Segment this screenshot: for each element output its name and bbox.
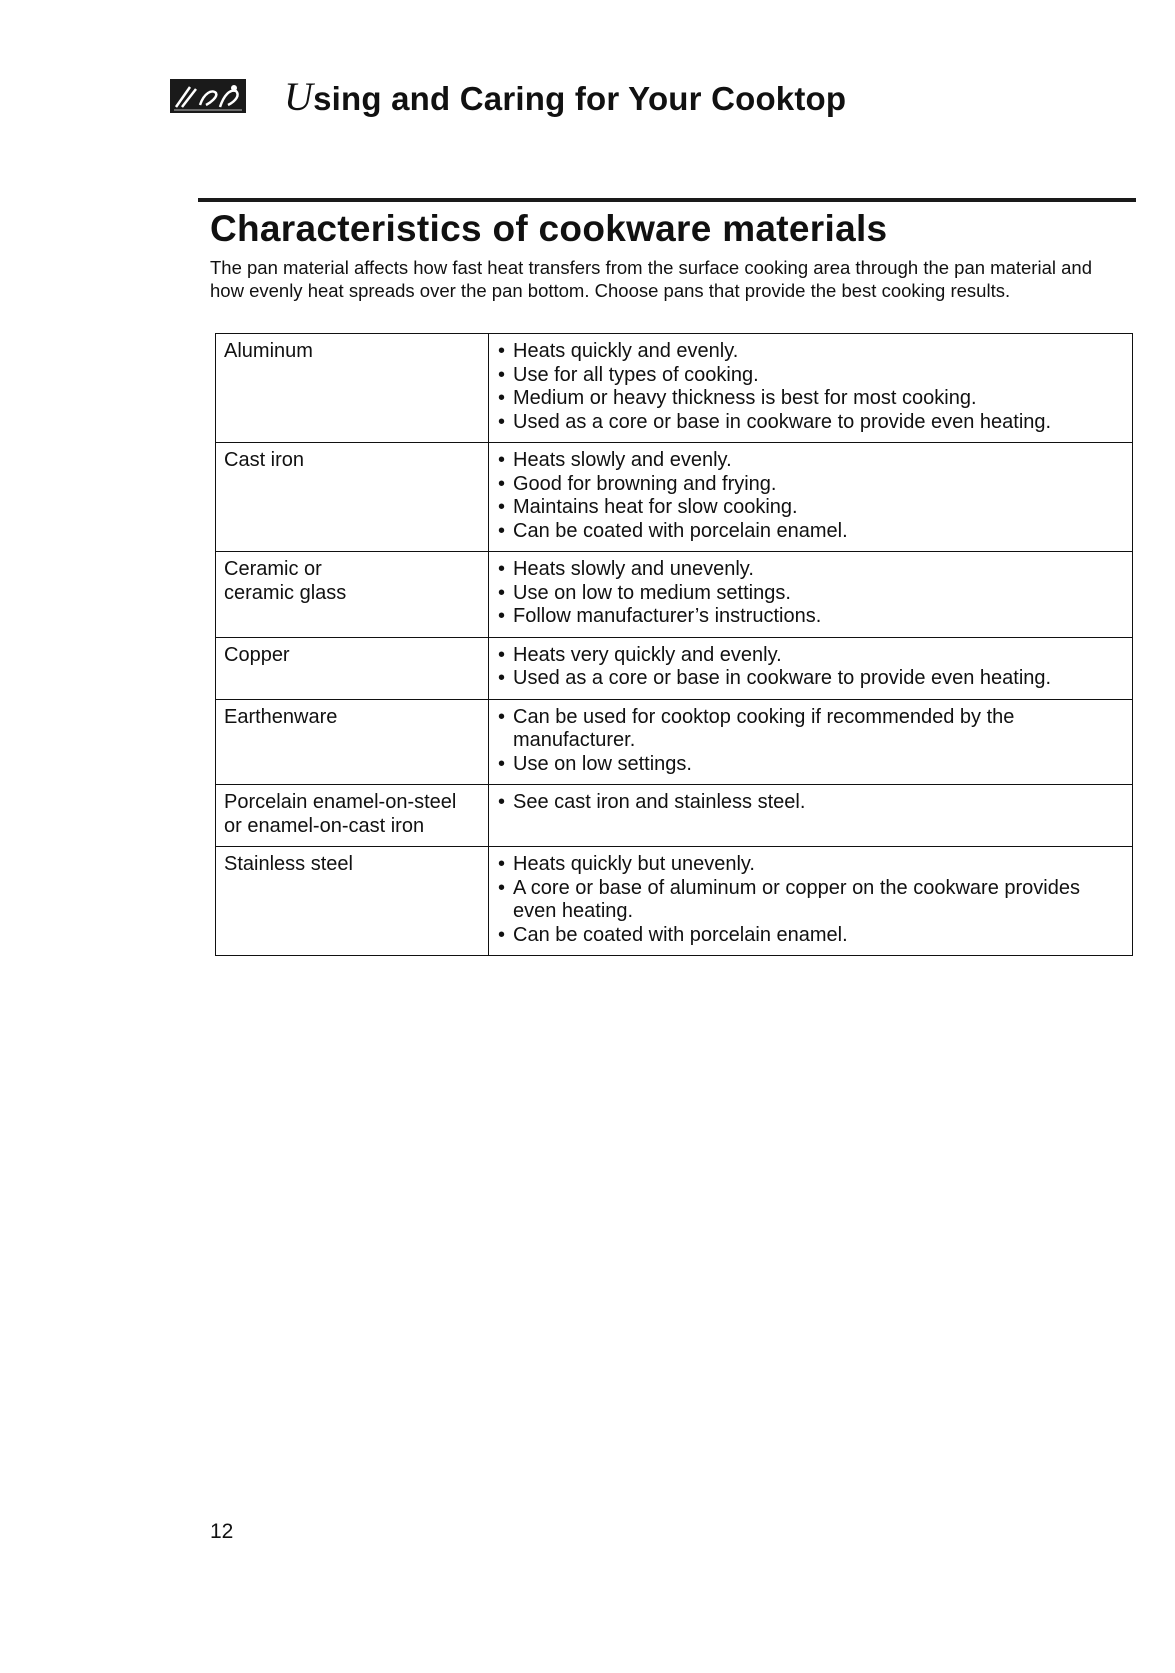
property-list <box>497 340 1124 434</box>
property-item: • Used as a core or base in cookware to provide even heating. <box>497 411 1124 435</box>
cooking-utensils-logo-icon <box>170 79 246 113</box>
material-name: Cast iron <box>216 443 489 552</box>
property-item: • Heats slowly and unevenly. <box>497 558 1124 582</box>
property-list <box>497 853 1124 947</box>
chapter-title <box>284 73 846 120</box>
property-item: • Heats slowly and evenly. <box>497 449 1124 473</box>
property-item: • Follow manufacturer’s instructions. <box>497 605 1124 629</box>
property-item: • A core or base of aluminum or copper on the cookware provides even heating. <box>497 877 1124 924</box>
property-list <box>497 706 1124 777</box>
material-name: Ceramic or ceramic glass <box>216 552 489 638</box>
material-name: Porcelain enamel-on-steel or enamel-on-cast iron <box>216 785 489 847</box>
property-item: • Can be coated with porcelain enamel. <box>497 520 1124 544</box>
material-properties <box>489 334 1133 443</box>
property-item: • Good for browning and frying. <box>497 473 1124 497</box>
table-row <box>216 847 1133 956</box>
chapter-title-initial: U <box>284 73 314 119</box>
property-item: • Heats quickly and evenly. <box>497 340 1124 364</box>
property-item: • Maintains heat for slow cooking. <box>497 496 1124 520</box>
material-properties <box>489 552 1133 638</box>
property-item: • Heats very quickly and evenly. <box>497 644 1124 668</box>
material-properties <box>489 699 1133 785</box>
table-row <box>216 552 1133 638</box>
property-item: • Can be coated with porcelain enamel. <box>497 924 1124 948</box>
section-intro: The pan material affects how fast heat transfers from the surface cooking area through the pan material and how evenly heat spreads over the pan bottom. Choose pans that provide the best cooking results. <box>210 257 1092 301</box>
material-properties <box>489 637 1133 699</box>
page-header <box>170 74 846 118</box>
property-item: • Used as a core or base in cookware to provide even heating. <box>497 667 1124 691</box>
table-row <box>216 785 1133 847</box>
chapter-title-text: sing and Caring for Your Cooktop <box>313 79 847 117</box>
material-name: Stainless steel <box>216 847 489 956</box>
cookware-materials-table <box>215 333 1133 956</box>
property-item: • Can be used for cooktop cooking if recommended by the manufacturer. <box>497 706 1124 753</box>
section-divider <box>198 198 1136 202</box>
material-name: Copper <box>216 637 489 699</box>
table-row <box>216 637 1133 699</box>
property-list <box>497 558 1124 629</box>
table-row <box>216 443 1133 552</box>
material-name: Aluminum <box>216 334 489 443</box>
table-row <box>216 334 1133 443</box>
section-title: Characteristics of cookware materials <box>210 208 888 249</box>
page-number: 12 <box>210 1520 234 1543</box>
property-item: • Heats quickly but unevenly. <box>497 853 1124 877</box>
material-properties <box>489 443 1133 552</box>
property-item: • Use on low settings. <box>497 753 1124 777</box>
property-list <box>497 644 1124 691</box>
table-row <box>216 699 1133 785</box>
property-list <box>497 791 1124 815</box>
property-item: • Use for all types of cooking. <box>497 364 1124 388</box>
property-item: • See cast iron and stainless steel. <box>497 791 1124 815</box>
property-list <box>497 449 1124 543</box>
property-item: • Use on low to medium settings. <box>497 582 1124 606</box>
material-properties <box>489 847 1133 956</box>
material-properties <box>489 785 1133 847</box>
material-name: Earthenware <box>216 699 489 785</box>
property-item: • Medium or heavy thickness is best for most cooking. <box>497 387 1124 411</box>
